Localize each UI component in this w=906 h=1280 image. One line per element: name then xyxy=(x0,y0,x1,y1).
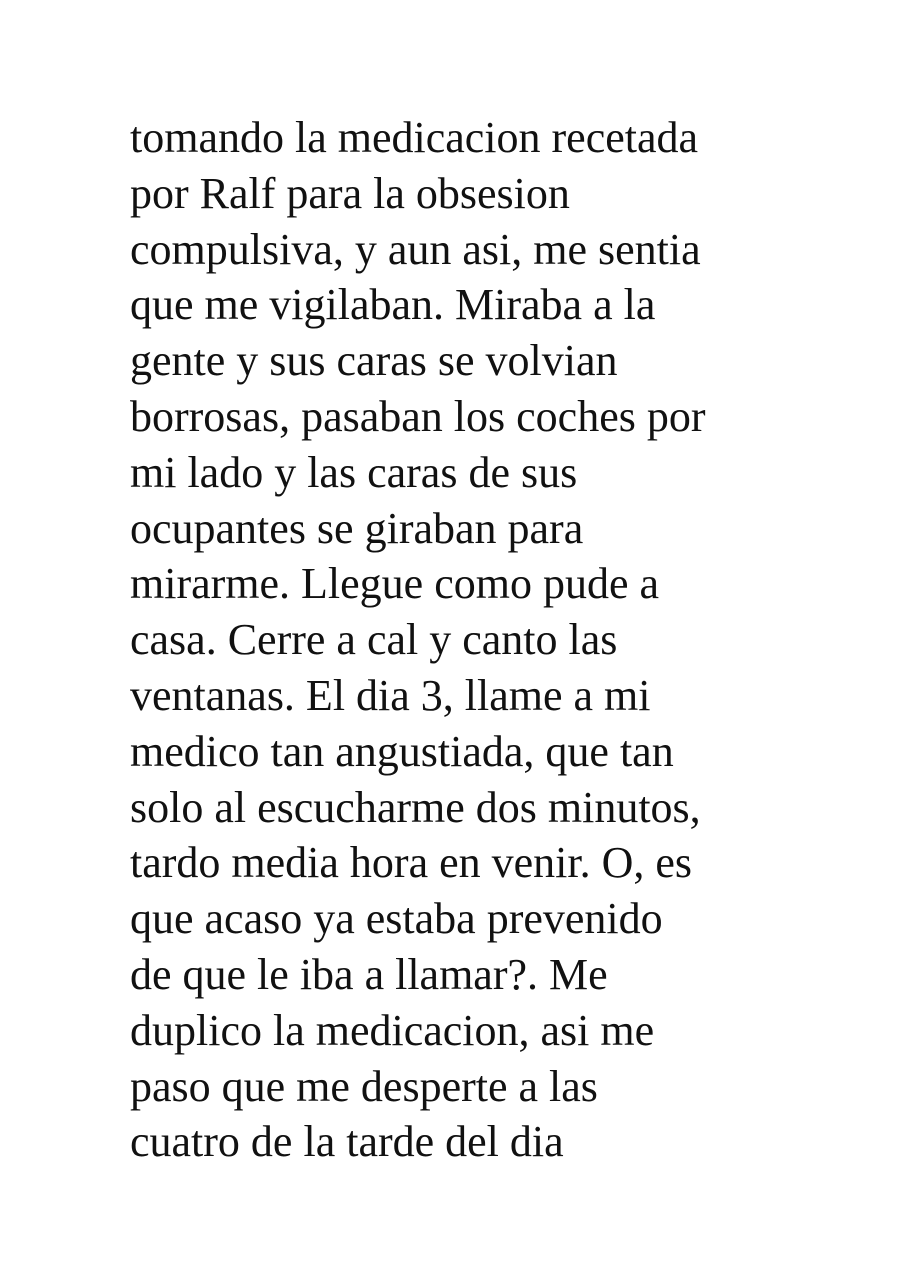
text-line: ocupantes se giraban para xyxy=(130,503,584,553)
text-line: tardo media hora en venir. O, es xyxy=(130,838,693,888)
text-line: tomando la medicacion recetada xyxy=(130,113,699,162)
text-line: ventanas. El dia 3, llame a mi xyxy=(130,670,651,720)
text-line: paso que me desperte a las xyxy=(130,1061,598,1111)
text-line: mi lado y las caras de sus xyxy=(130,447,578,497)
text-line: duplico la medicacion, asi me xyxy=(130,1005,655,1055)
body-text xyxy=(130,110,850,1170)
text-line: por Ralf para la obsesion xyxy=(130,168,570,218)
text-line: casa. Cerre a cal y canto las xyxy=(130,615,618,665)
text-line: compulsiva, y aun asi, me sentia xyxy=(130,224,701,274)
text-line: que me vigilaban. Miraba a la xyxy=(130,280,656,330)
text-line: borrosas, pasaban los coches por xyxy=(130,391,706,441)
text-line: medico tan angustiada, que tan xyxy=(130,726,674,776)
text-line: mirarme. Llegue como pude a xyxy=(130,559,660,609)
text-line: solo al escucharme dos minutos, xyxy=(130,782,701,832)
text-line: cuatro de la tarde del dia xyxy=(130,1117,564,1167)
text-line: de que le iba a llamar?. Me xyxy=(130,949,608,999)
text-line: gente y sus caras se volvian xyxy=(130,336,618,386)
text-line: que acaso ya estaba prevenido xyxy=(130,894,663,944)
